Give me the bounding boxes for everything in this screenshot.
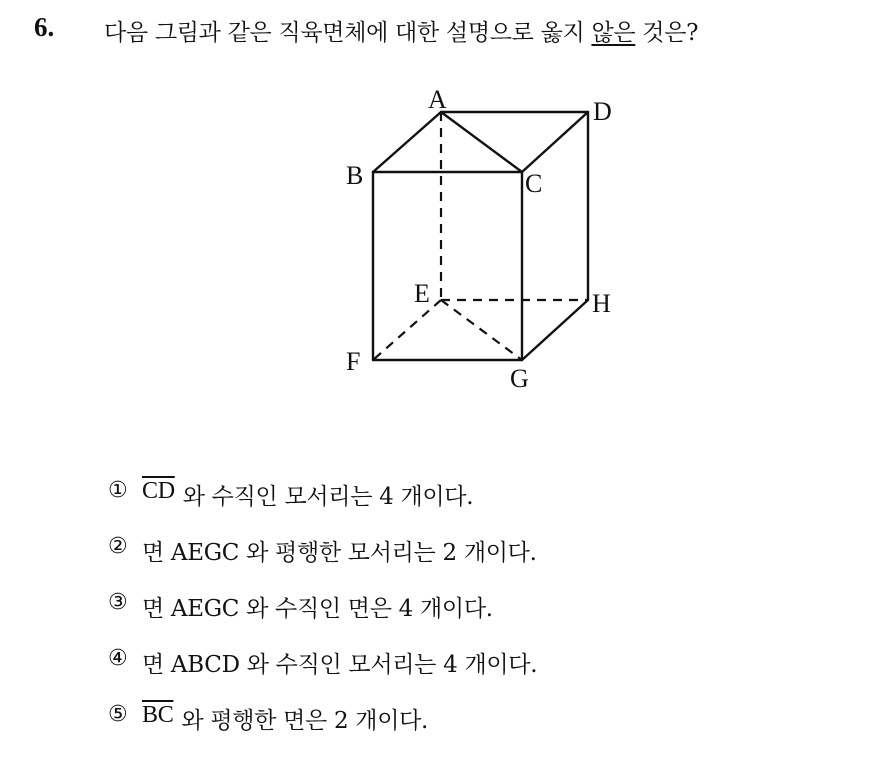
choice-text: 면 AEGC 와 수직인 면은 4 개이다.: [142, 596, 493, 622]
vertex-label-a: A: [428, 85, 447, 114]
choice-number: ④: [108, 646, 128, 671]
choice-3[interactable]: [108, 590, 537, 646]
segment-bc: $\overline{BC}$: [142, 702, 174, 728]
vertex-label-h: H: [592, 289, 611, 318]
cuboid-diagram: [330, 80, 650, 400]
choice-number: ⑤: [108, 702, 128, 727]
choice-text: 와 평행한 면은 2 개이다.: [181, 708, 429, 734]
question-text-before: 다음 그림과 같은 직육면체에 대한 설명으로 옳지: [104, 20, 592, 46]
edge-ab: [373, 112, 441, 172]
edge-gh: [522, 300, 588, 360]
question-number: 6.: [34, 12, 55, 42]
choice-number: ①: [108, 478, 128, 503]
edge-cd: [522, 112, 588, 172]
choice-text: 와 수직인 모서리는 4 개이다.: [182, 484, 474, 510]
vertex-label-d: D: [593, 97, 612, 126]
edge-eg-hidden: [441, 300, 522, 360]
vertex-label-b: B: [346, 161, 364, 190]
choice-number: ②: [108, 534, 128, 559]
question-text-after: 것은?: [635, 20, 699, 46]
vertex-label-g: G: [510, 364, 529, 393]
choice-text: 면 AEGC 와 평행한 모서리는 2 개이다.: [142, 540, 537, 566]
choice-1[interactable]: [108, 478, 537, 534]
choice-4[interactable]: [108, 646, 537, 702]
question-text-underlined: 않은: [591, 20, 636, 46]
choice-5[interactable]: [108, 702, 537, 758]
vertex-label-f: F: [346, 347, 361, 376]
vertex-label-e: E: [414, 279, 430, 308]
edge-ef-hidden: [373, 300, 441, 360]
segment-cd: $\overline{CD}$: [142, 478, 175, 504]
edge-ac: [441, 112, 522, 172]
choice-2[interactable]: [108, 534, 537, 590]
cuboid-figure: [330, 80, 650, 400]
answer-choices: [108, 478, 537, 758]
question-prompt: [104, 14, 698, 47]
vertex-label-c: C: [525, 169, 543, 198]
choice-text: 면 ABCD 와 수직인 모서리는 4 개이다.: [142, 652, 538, 678]
choice-number: ③: [108, 590, 128, 615]
